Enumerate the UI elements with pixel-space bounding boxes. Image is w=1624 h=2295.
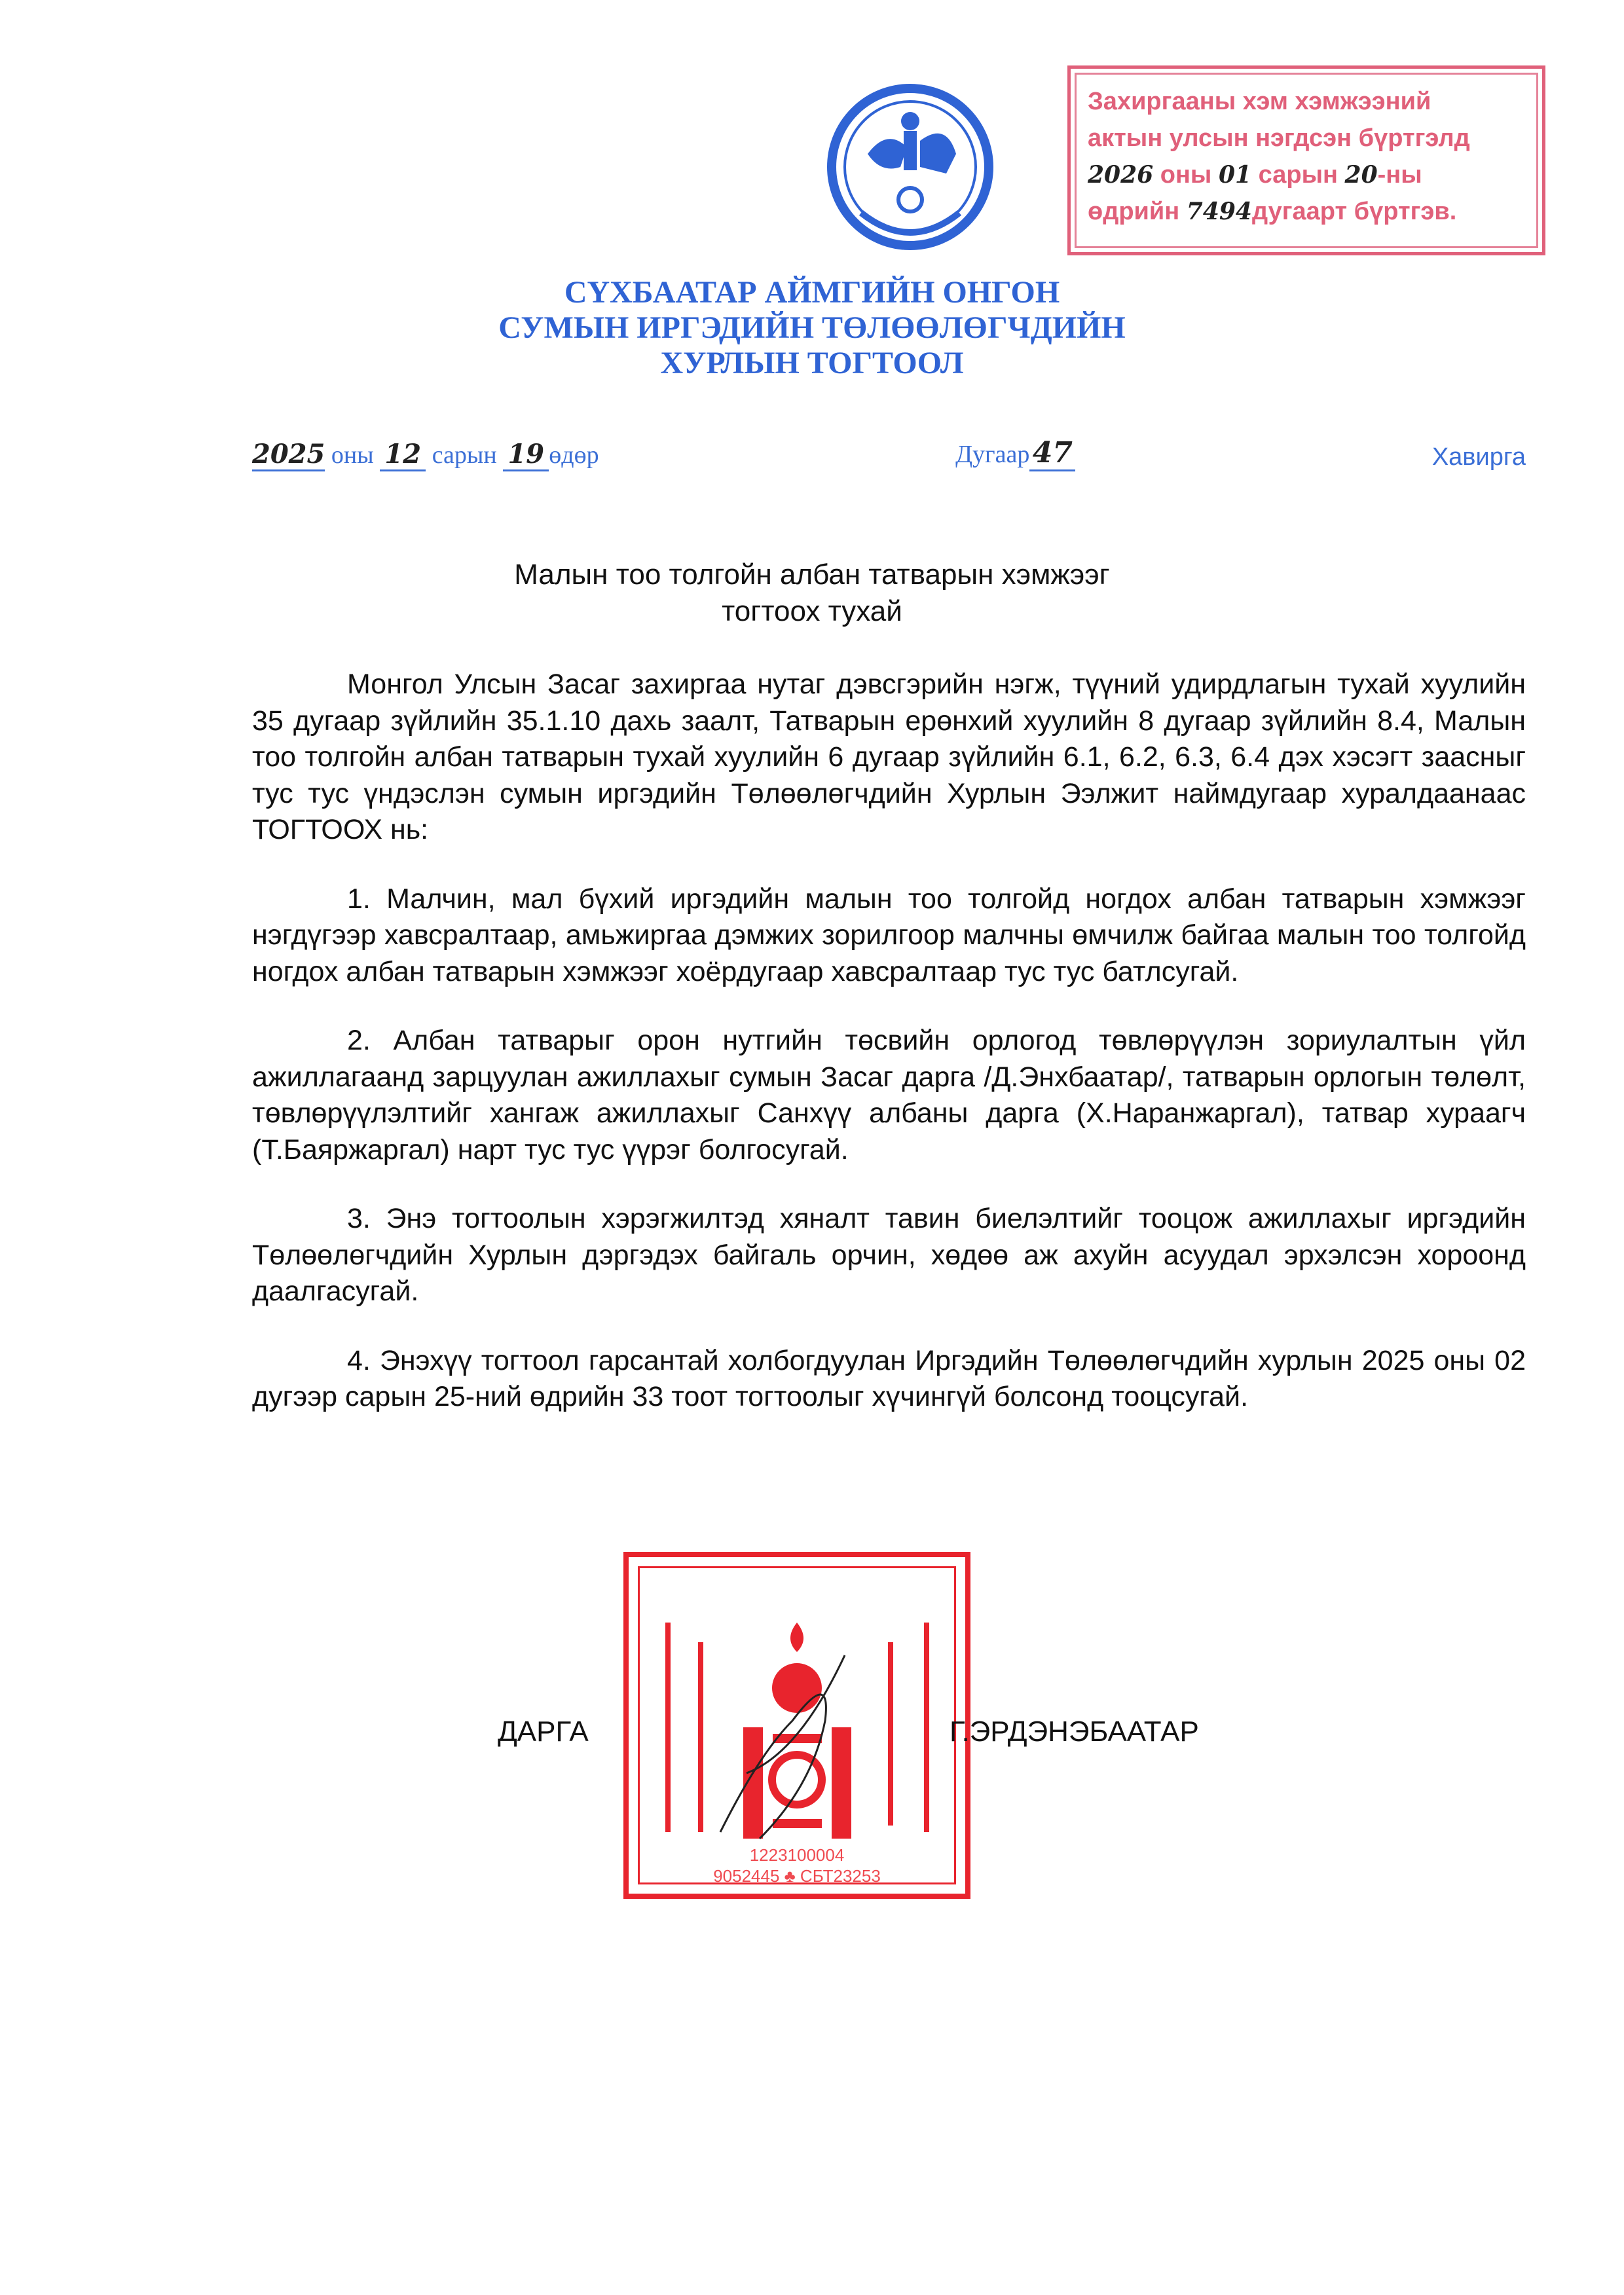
- document-title: [393, 557, 1231, 630]
- seal-code-2: 9052445 ♣ СБТ23253: [713, 1866, 881, 1886]
- signatory-name: Г.ЭРДЭНЭБААТАР: [950, 1716, 1199, 1748]
- resolution-number: 47: [1029, 436, 1075, 471]
- header-line-3: ХУРЛЫН ТОГТООЛ: [660, 346, 964, 380]
- date-line: [252, 419, 1526, 471]
- stamp-line-3: [1088, 156, 1525, 193]
- state-emblem-icon: [822, 75, 999, 252]
- signatory-title: ДАРГА: [498, 1716, 589, 1748]
- soyombo-icon: [629, 1557, 965, 1894]
- official-seal: [623, 1552, 970, 1899]
- stamp-month-suffix: сарын: [1258, 161, 1338, 189]
- date-day: 19: [503, 439, 549, 471]
- clause-3: 3. Энэ тогтоолын хэрэгжилтэд хяналт тавин биелэлтийг тооцож ажиллахыг иргэдийн Төлөөлөгчдийн Хурлын дэргэдэх байгаль орчин, хөдөө аж ахуйн асуудал эрхэлсэн хороонд даалгасугай.: [252, 1203, 1526, 1307]
- date-day-label: өдөр: [549, 441, 599, 469]
- title-line-2: тогтоох тухай: [722, 595, 902, 627]
- stamp-number-suffix: дугаарт бүртгэв.: [1251, 198, 1457, 225]
- stamp-day-suffix: -ны: [1377, 161, 1422, 189]
- date-month: 12: [380, 439, 426, 471]
- title-line-1: Малын тоо толгойн албан татварын хэмжээг: [514, 559, 1110, 591]
- stamp-year: 2026: [1088, 161, 1154, 189]
- date-month-label: сарын: [432, 441, 497, 469]
- date-year: 2025: [252, 439, 325, 471]
- header-line-1: СҮХБААТАР АЙМГИЙН ОНГОН: [564, 275, 1060, 310]
- seal-code-1: 1223100004: [749, 1845, 845, 1865]
- date-year-label: оны: [331, 441, 374, 469]
- clause-1: 1. Малчин, мал бүхий иргэдийн малын тоо толгойд ногдох албан татварын хэмжээг нэгдүгээр хавсралтаар, амьжиргаа дэмжих зорилгоор малчны өмчилж байгаа малын тоо толгойд ногдох албан татварын хэмжээг хоёрдугаар хавсралтаар тус тус батлсугай.: [252, 883, 1526, 987]
- stamp-month: 01: [1218, 161, 1252, 189]
- stamp-day-label: өдрийн: [1088, 198, 1180, 225]
- document-body: [252, 667, 1526, 1448]
- stamp-line-4: [1088, 193, 1525, 230]
- number-label: Дугаар: [955, 441, 1030, 468]
- stamp-day: 20: [1344, 161, 1378, 189]
- document-header: [393, 275, 1231, 381]
- clause-4: 4. Энэхүү тогтоол гарсантай холбогдуулан Иргэдийн Төлөөлөгчдийн хурлын 2025 оны 02 дугээр сарын 25-ний өдрийн 33 тоот тогтоолыг хүчингүй болсонд тооцсугай.: [252, 1344, 1526, 1412]
- place-name: Хавирга: [1431, 443, 1526, 471]
- stamp-year-suffix: оны: [1160, 161, 1212, 189]
- preamble: Монгол Улсын Засаг захиргаа нутаг дэвсгэрийн нэгж, түүний удирдлагын тухай хуулийн 35 дугаар зүйлийн 35.1.10 дахь заалт, Татварын ерөнхий хуулийн 8 дугаар зүйлийн 8.4, Малын тоо толгойн албан татварын тухай хуулийн 6 дугаар зүйлийн 6.1, 6.2, 6.3, 6.4 дэх хэсэгт заасныг тус тус үндэслэн сумын иргэдийн Төлөөлөгчдийн Хурлын Ээлжит наймдугаар хуралдаанаас ТОГТООХ нь:: [252, 669, 1526, 845]
- stamp-line-2: актын улсын нэгдсэн бүртгэлд: [1088, 124, 1470, 152]
- registration-stamp: [1067, 65, 1545, 255]
- stamp-line-1: Захиргааны хэм хэмжээний: [1088, 88, 1431, 115]
- date-group: [252, 439, 599, 471]
- header-line-2: СУМЫН ИРГЭДИЙН ТӨЛӨӨЛӨГЧДИЙН: [498, 310, 1126, 345]
- number-group: [955, 436, 1075, 471]
- clause-2: 2. Албан татварыг орон нутгийн төсвийн орлогод төвлөрүүлэн зориулалтын үйл ажиллагаанд зарцуулан ажиллахыг сумын Засаг дарга /Д.Энхбаатар/, татварын орлогын төлөлт, төвлөрүүлэлтийг хангаж ажиллахыг Санхүү албаны дарга (Х.Наранжаргал), татвар хураагч (Т.Баяржаргал) нарт тус тус үүрэг болгосугай.: [252, 1025, 1526, 1166]
- stamp-number: 7494: [1186, 198, 1252, 225]
